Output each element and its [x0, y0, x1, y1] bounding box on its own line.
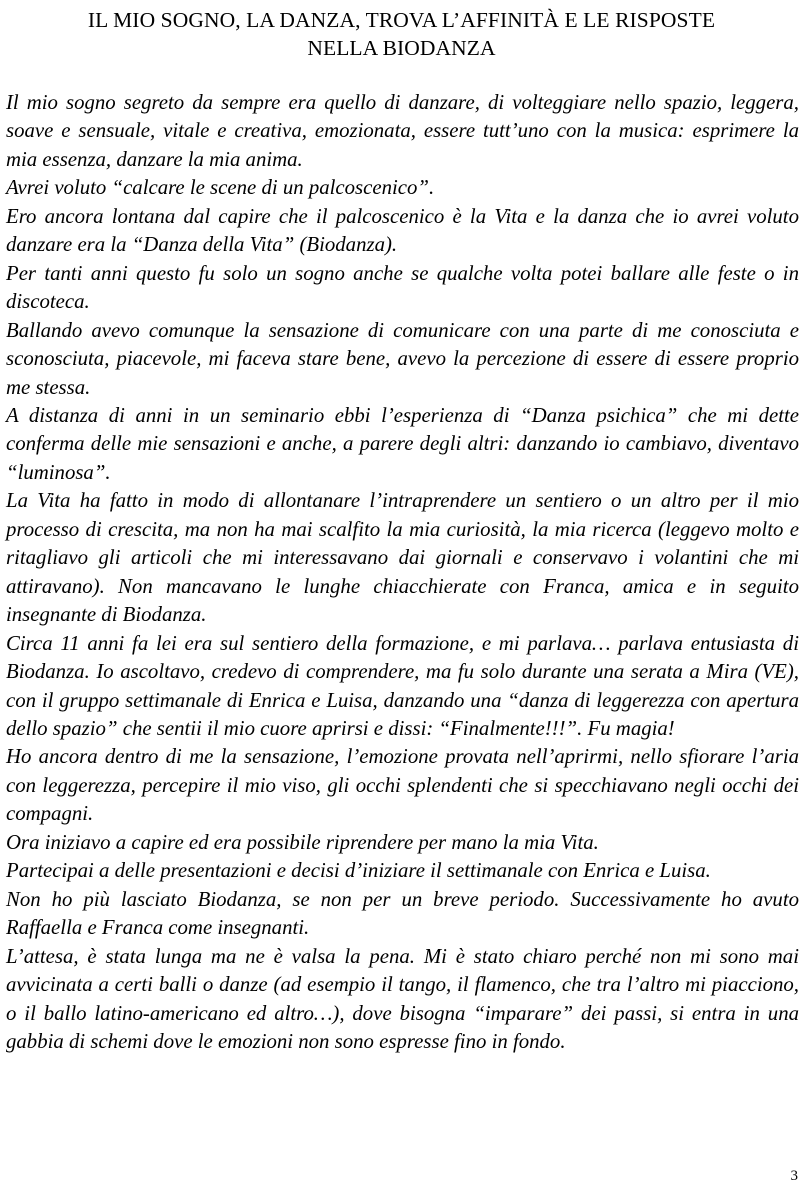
title-line-1: IL MIO SOGNO, LA DANZA, TROVA L’AFFINITÀ E LE RISPOSTE — [87, 8, 716, 32]
paragraph: Ho ancora dentro di me la sensazione, l’emozione provata nell’aprirmi, nello sfiorare l’aria con leggerezza, percepire il mio viso, gli occhi splendenti che si specchiavano negli occhi dei compagni. — [6, 745, 799, 826]
paragraph: Circa 11 anni fa lei era sul sentiero della formazione, e mi parlava… parlava entusiasta di Biodanza. Io ascoltavo, credevo di comprendere, ma fu solo durante una serata a Mira (VE), con il gruppo settimanale di Enrica e Luisa, danzando una “danza di leggerezza con apertura dello spazio” che sentii il mio cuore aprirsi e dissi: “Finalmente!!!”. Fu magia! — [6, 631, 799, 740]
paragraph: Avrei voluto “calcare le scene di un palcoscenico”. — [6, 176, 435, 200]
paragraph: Ora iniziavo a capire ed era possibile riprendere per mano la mia Vita. — [6, 830, 599, 854]
paragraph: L’attesa, è stata lunga ma ne è valsa la pena. Mi è stato chiaro perché non mi sono mai avvicinata a certi balli o danze (ad esempio il tango, il flamenco, che tra l’altro mi piacciono, o il ballo latino-americano ed altro…), dove bisogna “imparare” dei passi, si entra in una gabbia di schemi dove le emozioni non sono espresse fino in fondo. — [6, 944, 799, 1053]
title-line-2: NELLA BIODANZA — [307, 36, 496, 60]
paragraph: Per tanti anni questo fu solo un sogno anche se qualche volta potei ballare alle feste o in discoteca. — [6, 261, 799, 314]
paragraph: Partecipai a delle presentazioni e decisi d’iniziare il settimanale con Enrica e Luisa. — [6, 859, 711, 883]
paragraph: Non ho più lasciato Biodanza, se non per un breve periodo. Successivamente ho avuto Raffaella e Franca come insegnanti. — [6, 887, 799, 940]
page-title — [0, 6, 803, 62]
paragraph: La Vita ha fatto in modo di allontanare l’intraprendere un sentiero o un altro per il mio processo di crescita, ma non ha mai scalfito la mia curiosità, la mia ricerca (leggevo molto e ritagliavo gli articoli che mi interessavano dai giornali e conservavo i volantini che mi attiravano). Non mancavano le lunghe chiacchierate con Franca, amica e in seguito insegnante di Biodanza. — [6, 489, 799, 627]
paragraph: Ballando avevo comunque la sensazione di comunicare con una parte di me conosciuta e sconosciuta, piacevole, mi faceva stare bene, avevo la percezione di essere di essere proprio me stessa. — [6, 318, 799, 399]
body-text — [6, 89, 799, 1056]
paragraph: Ero ancora lontana dal capire che il palcoscenico è la Vita e la danza che io avrei voluto danzare era la “Danza della Vita” (Biodanza). — [6, 204, 799, 257]
paragraph: Il mio sogno segreto da sempre era quello di danzare, di volteggiare nello spazio, leggera, soave e sensuale, vitale e creativa, emozionata, essere tutt’uno con la musica: esprimere la mia essenza, danzare la mia anima. — [6, 91, 799, 171]
paragraph: A distanza di anni in un seminario ebbi l’esperienza di “Danza psichica” che mi dette conferma delle mie sensazioni e anche, a parere degli altri: danzando io cambiavo, diventavo “luminosa”. — [6, 403, 799, 484]
page-number: 3 — [790, 1168, 798, 1184]
